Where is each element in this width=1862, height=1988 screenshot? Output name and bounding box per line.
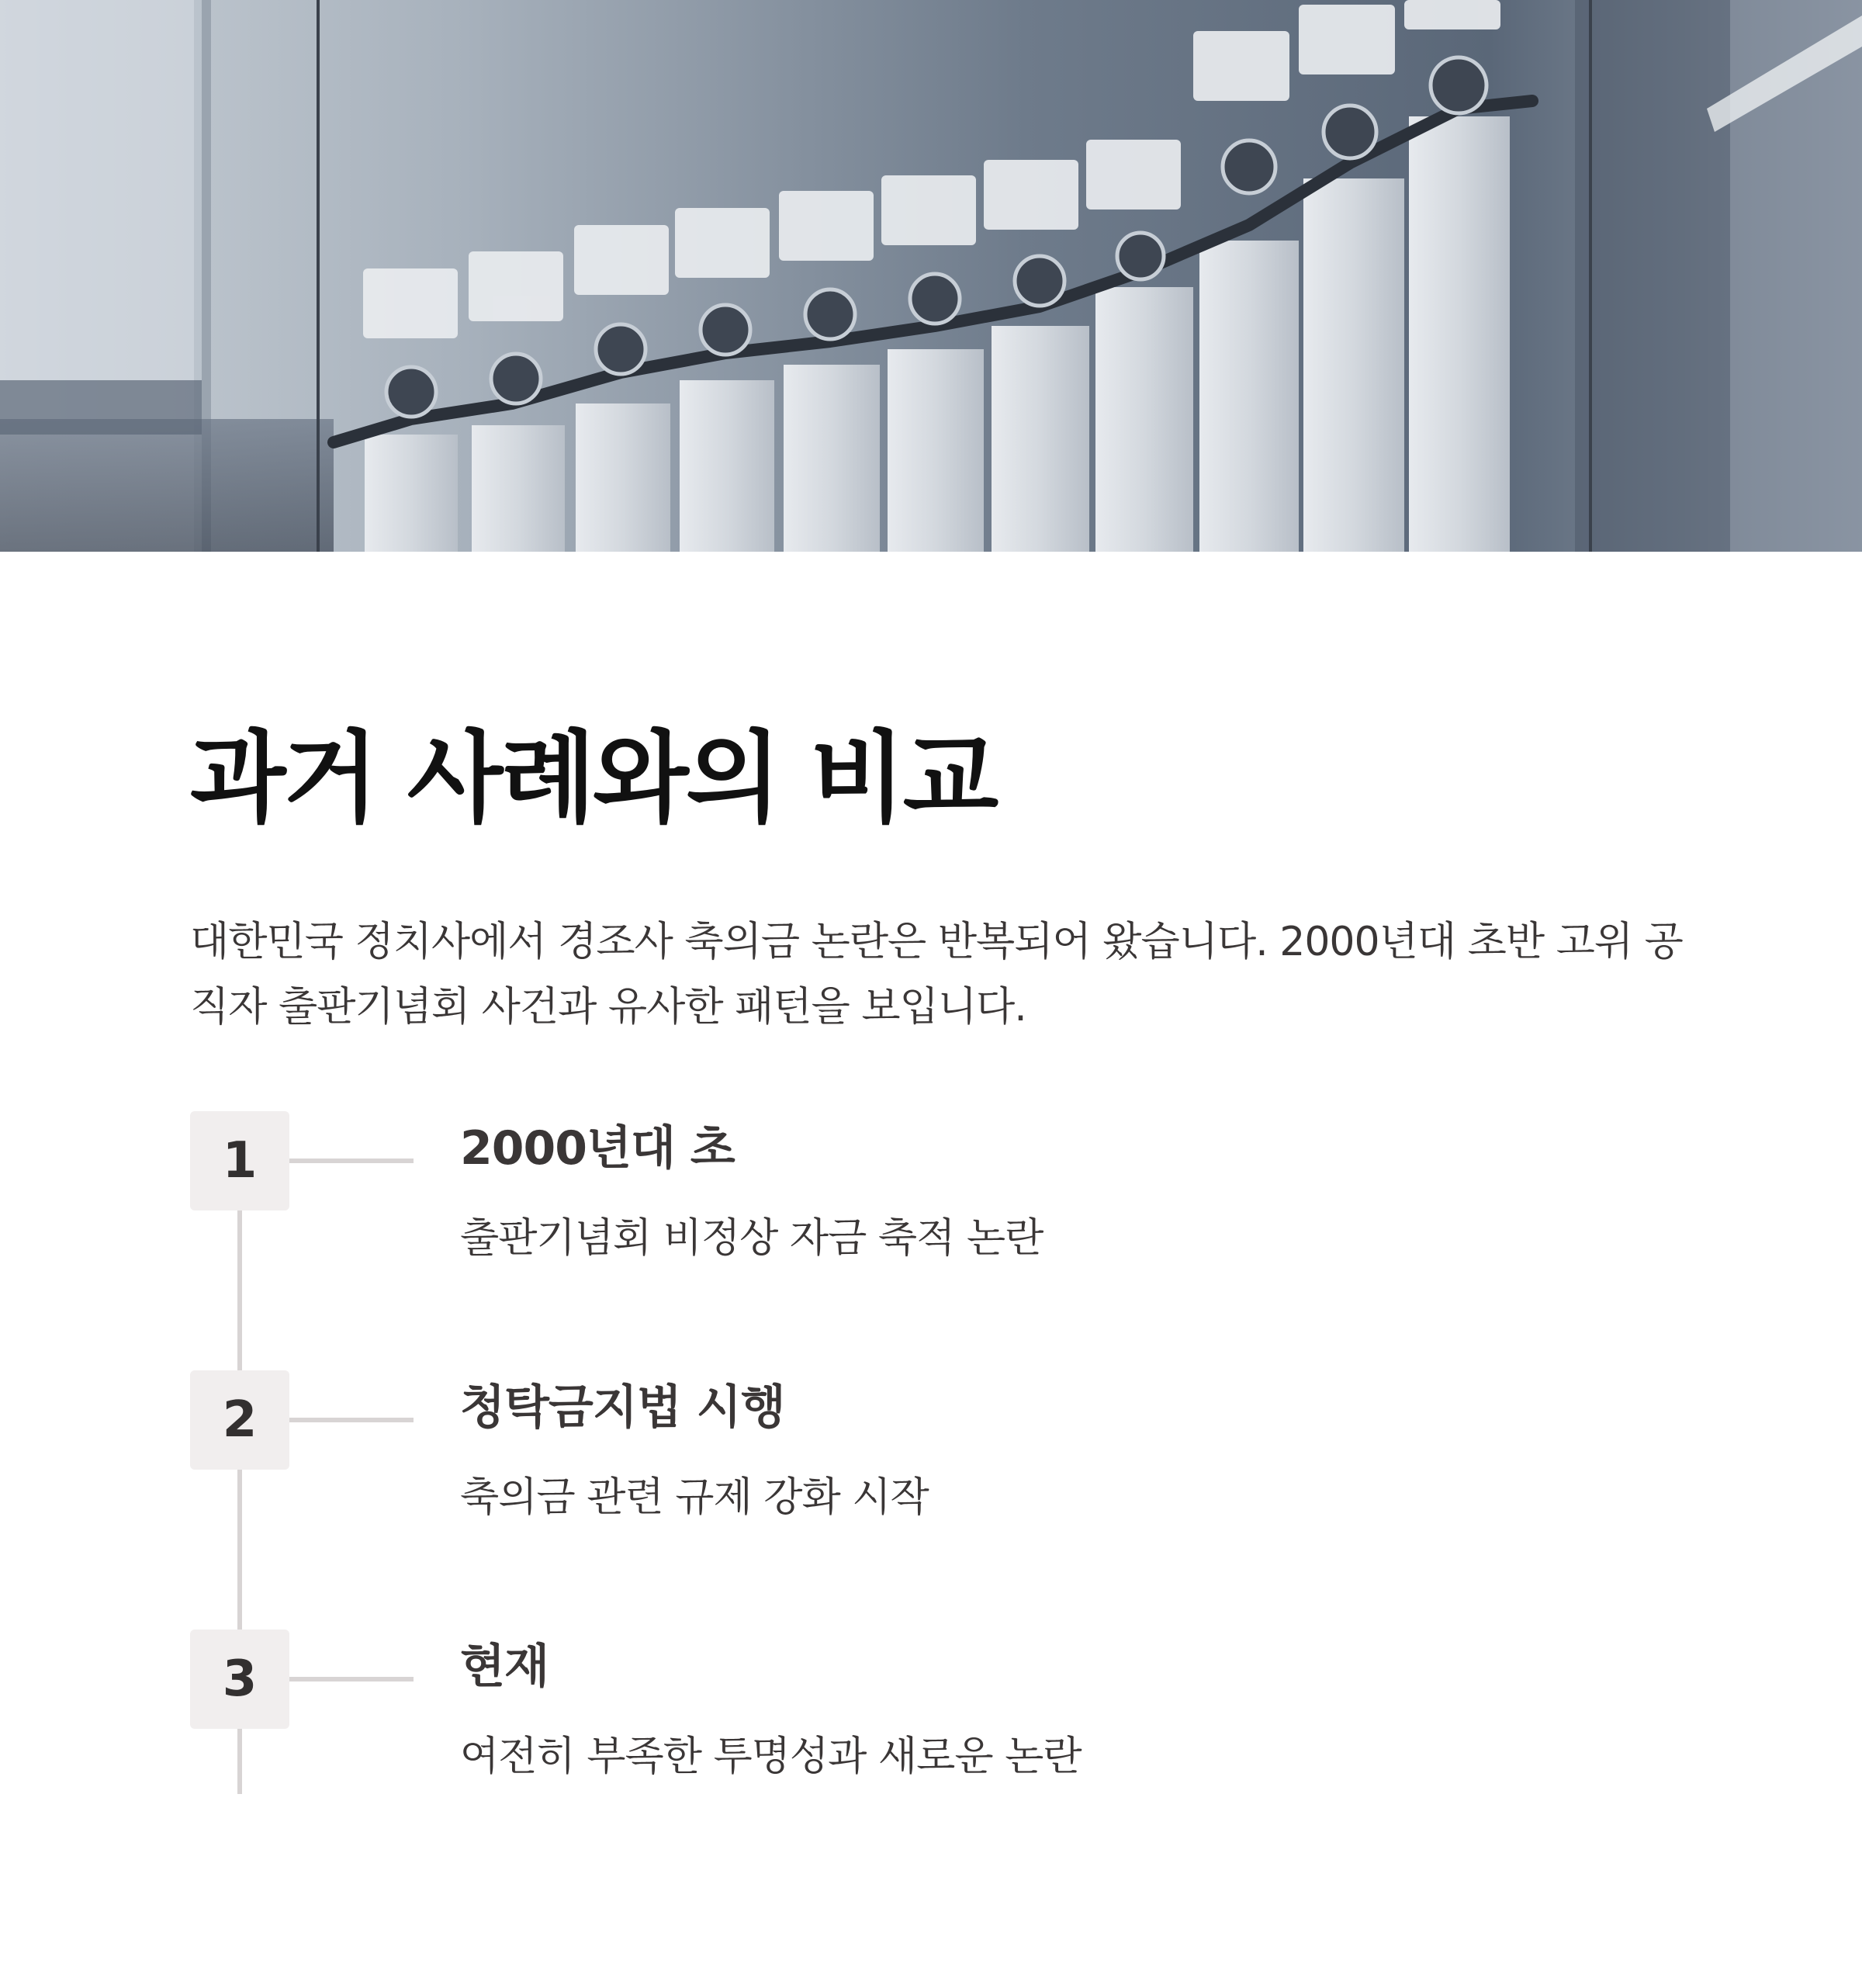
hero-illustration xyxy=(0,0,1862,552)
comparison-section xyxy=(190,721,1711,1040)
timeline-item-description: 축의금 관련 규제 강화 시작 xyxy=(460,1474,929,1521)
timeline-item xyxy=(190,1630,1664,1847)
timeline-item-heading: 청탁금지법 시행 xyxy=(460,1380,785,1435)
page-title: 과거 사례와의 비교 xyxy=(190,721,996,836)
step-number-badge: 3 xyxy=(190,1630,289,1729)
timeline-connector xyxy=(289,1159,414,1163)
timeline-connector xyxy=(289,1677,414,1681)
step-number-badge: 2 xyxy=(190,1370,289,1470)
hero-image xyxy=(0,0,1862,552)
timeline-item-description: 여전히 부족한 투명성과 새로운 논란 xyxy=(460,1733,1082,1780)
timeline-item-heading: 현재 xyxy=(460,1640,549,1694)
timeline-item xyxy=(190,1370,1664,1588)
step-number-badge: 1 xyxy=(190,1111,289,1210)
timeline-connector xyxy=(289,1418,414,1422)
timeline xyxy=(190,1111,1711,1810)
timeline-item-description: 출판기념회 비정상 자금 축적 논란 xyxy=(460,1215,1043,1262)
timeline-item xyxy=(190,1111,1664,1328)
timeline-item-heading: 2000년대 초 xyxy=(460,1121,735,1176)
intro-paragraph: 대한민국 정치사에서 경조사 축의금 논란은 반복되어 왔습니다. 2000년대 초반 고위 공직자 출판기념회 사건과 유사한 패턴을 보입니다. xyxy=(190,919,1683,1030)
